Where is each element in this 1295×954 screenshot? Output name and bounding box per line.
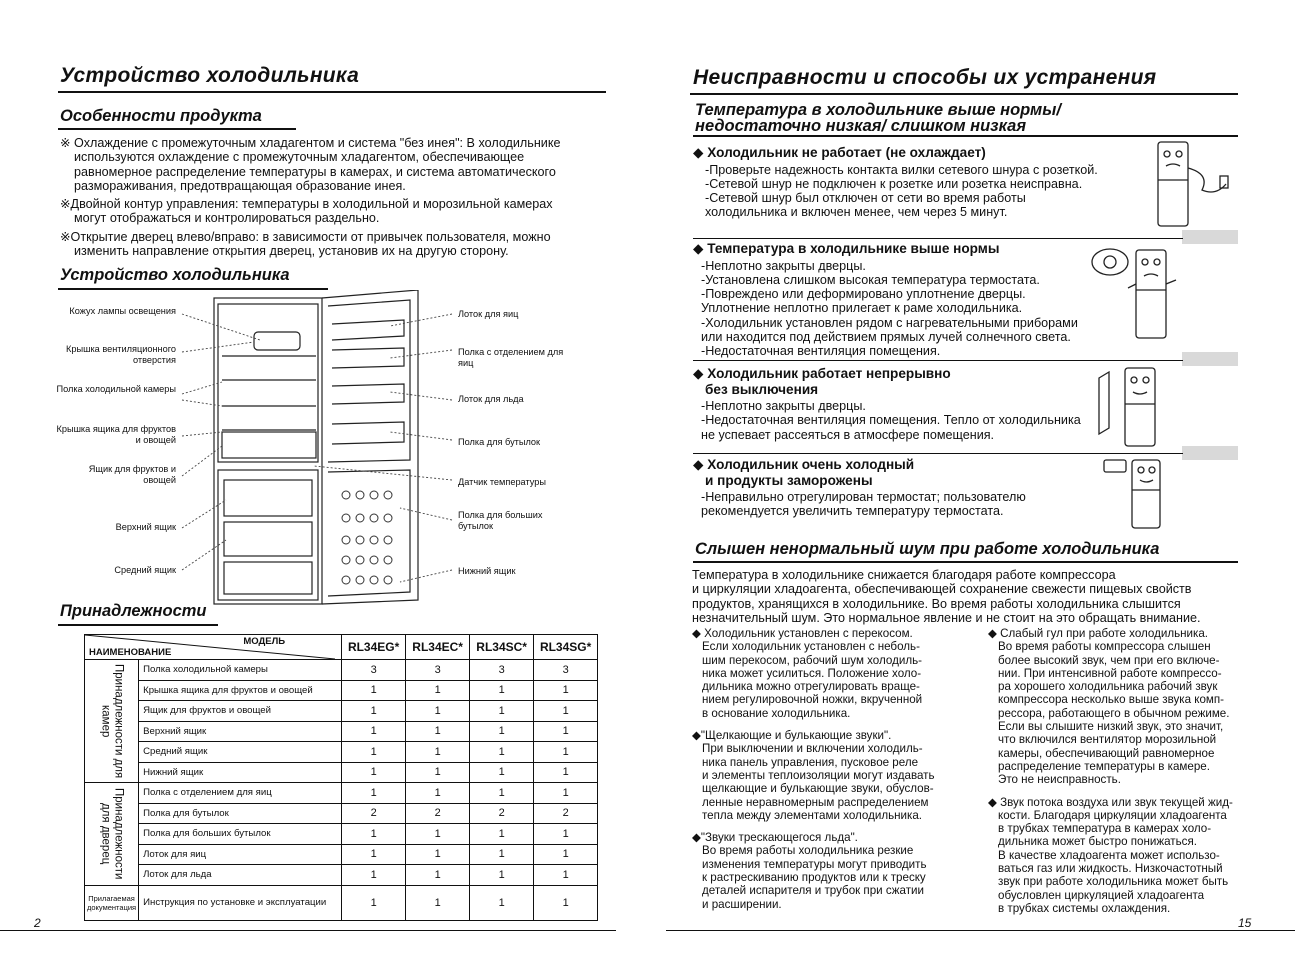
- quantity-cell: 1: [534, 783, 598, 804]
- table-row: [85, 885, 598, 920]
- noise-column-2: [988, 627, 1233, 924]
- feature-line: равномерное распределение температуры в камерах, и система автоматического: [74, 164, 556, 179]
- diagram-label: Средний ящик: [114, 565, 176, 575]
- fridge-running-illustration: [1095, 364, 1175, 448]
- temp-title: [695, 102, 1061, 134]
- feature-item: [60, 230, 605, 259]
- intro-line: Температура в холодильнике снижается благодаря работе компрессора: [692, 568, 1116, 582]
- fault-item: [693, 241, 1078, 359]
- diagram-label: Крышка вентиляционного отверстия: [66, 344, 176, 365]
- left-page-number: 2: [34, 916, 41, 930]
- table-row: [85, 762, 598, 783]
- feature-item: [60, 197, 605, 226]
- fault-heading: ◆ Температура в холодильнике выше нормы: [693, 241, 1000, 256]
- device-title: Устройство холодильника: [60, 266, 290, 284]
- table-row: [85, 680, 598, 701]
- noise-line: что включился вентилятор морозильной: [998, 733, 1217, 747]
- quantity-cell: 1: [470, 680, 534, 701]
- quantity-cell: 1: [342, 783, 406, 804]
- noise-line: ра хорошего холодильника рабочий звук: [998, 680, 1218, 694]
- noise-item: [692, 627, 935, 720]
- diagram-label: Полка холодильной камеры: [56, 384, 176, 394]
- fridge-frozen-illustration: [1100, 454, 1180, 530]
- noise-line: в основание холодильника.: [702, 706, 851, 720]
- noise-intro: [692, 568, 1201, 625]
- fault-line: -Повреждено или деформировано уплотнение дверцы.: [701, 287, 1026, 302]
- feature-line: размораживания, предотвращающая образование инея.: [74, 178, 406, 193]
- accessory-name: Полка холодильной камеры: [139, 660, 342, 681]
- fault-line: -Неправильно отрегулирован термостат; пользователю: [701, 490, 1026, 504]
- noise-line: ◆ Слабый гул при работе холодильника.: [988, 627, 1209, 640]
- quantity-cell: 1: [470, 783, 534, 804]
- quantity-cell: 1: [406, 844, 470, 865]
- noise-item: [692, 729, 935, 822]
- right-page-title: Неисправности и способы их устранения: [693, 66, 1157, 89]
- noise-line: В качестве хладоагента может использо-: [998, 848, 1220, 862]
- fridge-door: [322, 290, 418, 604]
- diagram-label: Крышка ящика для фруктов и овощей: [56, 424, 176, 445]
- quantity-cell: 1: [470, 885, 534, 920]
- quantity-cell: 1: [406, 680, 470, 701]
- noise-line: Во время работы холодильника резкие: [702, 844, 914, 858]
- noise-line: рессора, работающего в обычном режиме.: [998, 706, 1230, 720]
- quantity-cell: 1: [342, 844, 406, 865]
- feature-line: ※ Охлаждение с промежуточным хладагентом и система "без инея": В холодильнике: [60, 136, 561, 150]
- quantity-cell: 2: [342, 803, 406, 824]
- item-divider: [693, 238, 1183, 239]
- quantity-cell: 1: [534, 824, 598, 845]
- quantity-cell: 1: [406, 824, 470, 845]
- fault-line: -Недостаточная вентиляция помещения. Тепло от холодильника: [701, 413, 1081, 428]
- fault-line: -Установлена слишком высокая температура термостата.: [701, 272, 1040, 287]
- table-row: [85, 701, 598, 722]
- quantity-cell: 2: [470, 803, 534, 824]
- table-row: [85, 865, 598, 886]
- accessory-name: Инструкция по установке и эксплуатации: [139, 885, 342, 920]
- noise-line: ◆ Звук потока воздуха или звук текущей жид-: [988, 795, 1233, 809]
- diagram-label: Кожух лампы освещения: [69, 306, 176, 316]
- quantity-cell: 1: [342, 885, 406, 920]
- quantity-cell: 3: [470, 660, 534, 681]
- quantity-cell: 3: [342, 660, 406, 681]
- quantity-cell: 1: [534, 742, 598, 763]
- table-row: [85, 803, 598, 824]
- group-cell: [85, 660, 139, 783]
- noise-line: обусловлен циркуляцией хладоагента: [998, 888, 1205, 902]
- noise-line: тепла между элементами холодильника.: [702, 808, 923, 822]
- quantity-cell: 1: [342, 680, 406, 701]
- features-underline: [58, 128, 296, 130]
- noise-line: и расширении.: [702, 897, 782, 911]
- fault-item: [693, 457, 1026, 519]
- table-row: [85, 783, 598, 804]
- fault-body: [693, 399, 1081, 442]
- features-list: [60, 136, 605, 262]
- noise-line: ◆"Щелкающие и булькающие звуки".: [692, 729, 892, 743]
- group-label: Прилагаемая документация: [85, 885, 139, 920]
- title-underline: [58, 91, 606, 93]
- fault-item: [693, 145, 1098, 220]
- gray-bar: [1182, 446, 1238, 460]
- fault-line: -Неплотно закрыты дверцы.: [701, 399, 866, 413]
- fault-line: холодильника и включен менее, чем через 5 минут.: [705, 205, 1008, 220]
- fault-line: или находится под действием прямых лучей солнечного света.: [701, 329, 1071, 344]
- feature-item: [60, 136, 605, 193]
- group-label: Принадлежности для камер: [99, 663, 125, 779]
- feature-line: ※Двойной контур управления: температуры в холодильной и морозильной камерах: [60, 197, 553, 212]
- table-row: [85, 844, 598, 865]
- quantity-cell: 1: [534, 865, 598, 886]
- model-3: RL34SC*: [470, 635, 534, 660]
- noise-line: деталей испарителя и трубок при сжатии: [702, 884, 924, 898]
- fault-line: -Сетевой шнур не подключен к розетке или розетка неисправна.: [705, 176, 1083, 191]
- table-row: [85, 824, 598, 845]
- noise-line: звук при работе холодильника может быть: [998, 875, 1229, 889]
- quantity-cell: 1: [406, 742, 470, 763]
- quantity-cell: 1: [342, 721, 406, 742]
- noise-line: распределение температуры в камере.: [998, 759, 1210, 773]
- diagram-label: Нижний ящик: [458, 566, 516, 576]
- quantity-cell: 3: [534, 660, 598, 681]
- quantity-cell: 1: [534, 885, 598, 920]
- item-divider: [693, 360, 1183, 361]
- diagram-label: Лоток для льда: [458, 394, 524, 404]
- right-title-underline: [690, 93, 1238, 95]
- feature-line: могут отображаться и контролироваться раздельно.: [74, 211, 380, 226]
- quantity-cell: 1: [470, 844, 534, 865]
- noise-line: ника панель управления, пусковое реле: [702, 755, 919, 769]
- accessory-name: Нижний ящик: [139, 762, 342, 783]
- noise-line: щелкающие и булькающие звуки, обуслов-: [702, 782, 934, 796]
- fault-line: -Холодильник установлен рядом с нагревательными приборами: [701, 315, 1078, 330]
- noise-line: Если вы слышите низкий звук, это значит,: [998, 720, 1224, 734]
- fridge-body: [214, 298, 322, 604]
- diagram-label: Датчик температуры: [458, 477, 546, 487]
- accessory-name: Полка для больших бутылок: [139, 824, 342, 845]
- feature-line: ※Открытие дверец влево/вправо: в зависимости от привычек пользователя, можно: [60, 229, 551, 244]
- noise-line: камеры, обеспечивающий равномерное: [998, 746, 1215, 760]
- right-bottom-rule: [666, 930, 1295, 931]
- quantity-cell: 3: [406, 660, 470, 681]
- fault-line: Уплотнение неплотно прилегает к раме холодильника.: [701, 301, 1023, 316]
- fridge-unplugged-illustration: [1140, 138, 1240, 230]
- accessory-name: Полка с отделением для яиц: [139, 783, 342, 804]
- fault-heading: ◆ Холодильник работает непрерывно: [693, 366, 951, 381]
- noise-line: Во время работы компрессора слышен: [998, 640, 1211, 654]
- quantity-cell: 1: [342, 824, 406, 845]
- noise-line: кости. Благодаря циркуляции хладоагента: [998, 808, 1227, 822]
- temp-title-line1: Температура в холодильнике выше нормы/: [695, 101, 1061, 119]
- quantity-cell: 1: [406, 885, 470, 920]
- noise-line: ◆ Холодильник установлен с перекосом.: [692, 627, 913, 640]
- header-model: МОДЕЛЬ: [243, 636, 286, 647]
- accessory-name: Верхний ящик: [139, 721, 342, 742]
- noise-line: в трубках температура в камерах холо-: [998, 822, 1212, 836]
- quantity-cell: 2: [406, 803, 470, 824]
- fault-heading: и продукты заморожены: [705, 472, 873, 488]
- diagram-label: Лоток для яиц: [458, 309, 519, 319]
- quantity-cell: 1: [470, 865, 534, 886]
- quantity-cell: 1: [406, 701, 470, 722]
- gray-bar: [1182, 352, 1238, 366]
- fault-body: [693, 490, 1026, 519]
- noise-title-underline: [693, 561, 1238, 563]
- temp-title-line2: недостаточно низкая/ слишком низкая: [695, 117, 1027, 135]
- noise-line: Это не неисправность.: [998, 773, 1121, 787]
- noise-title: Слышен ненормальный шум при работе холодильника: [695, 540, 1160, 558]
- fault-line: -Проверьте надежность контакта вилки сетевого шнура с розеткой.: [705, 162, 1098, 177]
- noise-item: [692, 831, 935, 911]
- intro-line: продуктов, хранящихся в холодильнике. Во время работы холодильника слышится: [692, 596, 1181, 611]
- quantity-cell: 1: [470, 701, 534, 722]
- intro-line: незначительный шум. Это нормальное явление и не стоит на это обращать внимание.: [692, 610, 1201, 625]
- noise-line: При выключении и включении холодиль-: [702, 742, 923, 756]
- accessory-name: Средний ящик: [139, 742, 342, 763]
- diagram-label: Полка для больших бутылок: [458, 510, 543, 531]
- group-label: Принадлежности для дверец: [99, 788, 125, 880]
- quantity-cell: 1: [406, 721, 470, 742]
- diagram-label: Полка с отделением для яиц: [458, 347, 564, 368]
- quantity-cell: 1: [534, 762, 598, 783]
- fault-heading: без выключения: [705, 381, 819, 397]
- quantity-cell: 1: [470, 742, 534, 763]
- quantity-cell: 1: [470, 762, 534, 783]
- accessory-name: Ящик для фруктов и овощей: [139, 701, 342, 722]
- noise-line: к растрескиванию продуктов или к треску: [702, 871, 926, 885]
- noise-line: и элементы теплоизоляции могут издавать: [702, 768, 935, 782]
- fault-line: -Сетевой шнур был отключен от сети во время работы: [705, 191, 1026, 206]
- table-row: [85, 660, 598, 681]
- accessory-name: Полка для бутылок: [139, 803, 342, 824]
- accessories-underline: [58, 624, 218, 626]
- fault-heading: ◆ Холодильник очень холодный: [693, 457, 915, 472]
- noise-line: ваться газ или жидкость. Низкочастотный: [998, 862, 1223, 876]
- noise-line: изменения температуры могут приводить: [702, 857, 927, 871]
- diagram-label: Ящик для фруктов и овощей: [88, 464, 176, 485]
- table-row: [85, 721, 598, 742]
- group-cell: [85, 783, 139, 886]
- diagram-label: Верхний ящик: [115, 522, 176, 532]
- quantity-cell: 1: [342, 742, 406, 763]
- quantity-cell: 1: [342, 701, 406, 722]
- noise-line: Если холодильник установлен с неболь-: [702, 640, 920, 654]
- quantity-cell: 1: [470, 824, 534, 845]
- fault-heading: ◆ Холодильник не работает (не охлаждает): [693, 145, 986, 160]
- left-page-title: Устройство холодильника: [60, 64, 360, 87]
- noise-line: ника может усилиться. Положение холо-: [702, 666, 922, 680]
- accessories-table: [84, 634, 598, 921]
- fault-body: [693, 163, 1098, 220]
- quantity-cell: 1: [534, 701, 598, 722]
- noise-column-1: [692, 627, 935, 920]
- quantity-cell: 1: [342, 762, 406, 783]
- left-bottom-rule: [0, 930, 616, 931]
- fault-body: [693, 259, 1078, 359]
- noise-line: в трубках системы охлаждения.: [998, 901, 1171, 915]
- fault-line: рекомендуется увеличить температуру термостата.: [701, 504, 1004, 519]
- noise-line: шим перекосом, рабочий шум холодиль-: [702, 653, 922, 667]
- quantity-cell: 1: [534, 721, 598, 742]
- model-4: RL34SG*: [534, 635, 598, 660]
- fault-line: не успевает рассеяться в атмосфере помещения.: [701, 427, 995, 442]
- feature-line: используются охлаждение с промежуточным хладагентом, обеспечивающее: [74, 150, 525, 165]
- table-corner-header: [85, 635, 342, 660]
- quantity-cell: 1: [342, 865, 406, 886]
- features-title: Особенности продукта: [60, 107, 262, 125]
- fault-line: -Недостаточная вентиляция помещения.: [701, 344, 941, 359]
- quantity-cell: 2: [534, 803, 598, 824]
- accessory-name: Лоток для льда: [139, 865, 342, 886]
- intro-line: и циркуляции хладоагента, обеспечивающей сохранение свежести пищевых свойств: [692, 582, 1192, 597]
- right-page-number: 15: [1238, 916, 1252, 930]
- model-2: RL34EC*: [406, 635, 470, 660]
- noise-line: ◆"Звуки трескающегося льда".: [692, 831, 858, 845]
- model-1: RL34EG*: [342, 635, 406, 660]
- noise-item: [988, 627, 1233, 787]
- noise-line: дильника можно отрегулировать враще-: [702, 680, 920, 694]
- accessory-name: Лоток для яиц: [139, 844, 342, 865]
- noise-line: дильника может быстро понижаться.: [998, 835, 1197, 849]
- accessories-title: Принадлежности: [60, 602, 207, 620]
- quantity-cell: 1: [534, 680, 598, 701]
- noise-item: [988, 796, 1233, 916]
- table-row: [85, 742, 598, 763]
- noise-line: нием регулировочной ножки, вкрученной: [702, 693, 923, 707]
- fault-line: -Неплотно закрыты дверцы.: [701, 258, 866, 273]
- noise-line: нии. При интенсивной работе компрессо-: [998, 666, 1222, 680]
- accessory-name: Крышка ящика для фруктов и овощей: [139, 680, 342, 701]
- noise-line: компрессора несколько выше звука комп-: [998, 693, 1225, 707]
- fridge-hot-illustration: [1090, 244, 1200, 340]
- quantity-cell: 1: [406, 783, 470, 804]
- quantity-cell: 1: [406, 865, 470, 886]
- header-name: НАИМЕНОВАНИЕ: [89, 647, 172, 658]
- quantity-cell: 1: [470, 721, 534, 742]
- diagram-label: Полка для бутылок: [458, 437, 541, 447]
- fridge-diagram: [50, 290, 570, 610]
- temp-title-underline: [693, 135, 1238, 137]
- quantity-cell: 1: [406, 762, 470, 783]
- quantity-cell: 1: [534, 844, 598, 865]
- noise-line: более высокий звук, чем при его включе-: [998, 653, 1220, 667]
- feature-line: изменить направление открытия дверец, установив их на другую сторону.: [74, 244, 509, 259]
- gray-bar: [1182, 230, 1238, 244]
- fault-item: [693, 366, 1081, 442]
- noise-line: ленные неравномерным распределением: [702, 795, 929, 809]
